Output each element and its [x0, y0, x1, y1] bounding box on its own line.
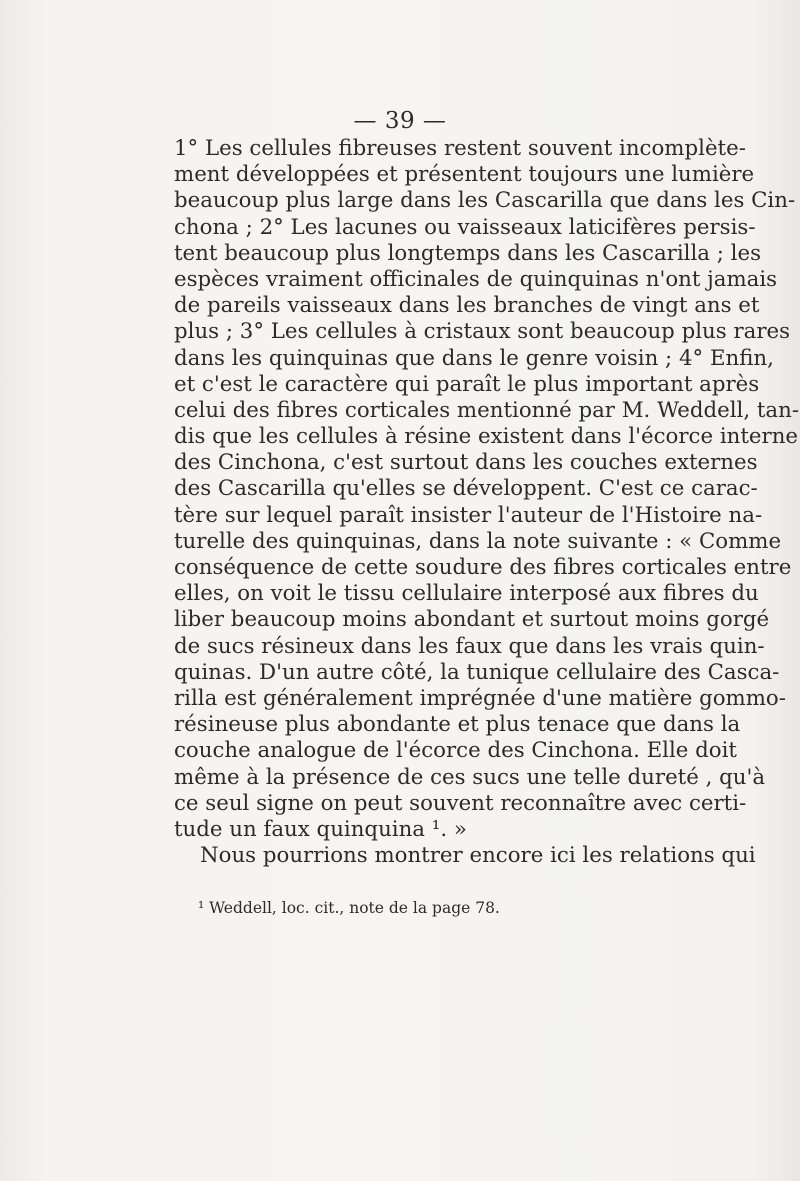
- text-line: celui des fibres corticales mentionné par M. Weddell, tan-: [174, 397, 800, 423]
- text-line: conséquence de cette soudure des fibres corticales entre: [174, 555, 792, 580]
- text-line: tère sur lequel paraît insister l'auteur de l'Histoire na-: [174, 502, 763, 528]
- text-line: dans les quinquinas que dans le genre voisin ; 4° Enfin,: [174, 345, 774, 371]
- text-line: 1° Les cellules fibreuses restent souvent incomplète-: [174, 136, 746, 161]
- text-line: même à la présence de ces sucs une telle dureté , qu'à: [174, 764, 766, 790]
- text-line: turelle des quinquinas, dans la note suivante : « Comme: [174, 528, 782, 554]
- text-line: des Cascarilla qu'elles se développent. C'est ce carac-: [174, 476, 758, 502]
- text-line: de sucs résineux dans les faux que dans les vrais quin-: [174, 633, 765, 659]
- text-line: liber beaucoup moins abondant et surtout moins gorgé: [174, 607, 770, 633]
- body-text: [174, 136, 800, 869]
- text-line: des Cinchona, c'est surtout dans les couches externes: [174, 450, 758, 476]
- text-line: ce seul signe on peut souvent reconnaître avec certi-: [174, 790, 747, 816]
- text-line: dis que les cellules à résine existent dans l'écorce interne: [174, 424, 799, 450]
- footnote: ¹ Weddell, loc. cit., note de la page 78.: [198, 899, 500, 917]
- page-number: — 39 —: [353, 108, 447, 134]
- text-line: ment développées et présentent toujours une lumière: [174, 162, 755, 188]
- text-line: plus ; 3° Les cellules à cristaux sont beaucoup plus rares: [174, 319, 791, 345]
- text-line: de pareils vaisseaux dans les branches de vingt ans et: [174, 293, 760, 319]
- text-line: couche analogue de l'écorce des Cinchona. Elle doit: [174, 738, 737, 764]
- text-line: espèces vraiment officinales de quinquinas n'ont jamais: [174, 266, 778, 292]
- text-line: résineuse plus abondante et plus tenace que dans la: [174, 712, 741, 738]
- text-line: rilla est généralement imprégnée d'une matière gommo-: [174, 685, 786, 711]
- text-line: tude un faux quinquina ¹. »: [174, 816, 467, 842]
- text-line: et c'est le caractère qui paraît le plus important après: [174, 371, 760, 397]
- text-line: Nous pourrions montrer encore ici les relations qui: [200, 843, 756, 869]
- text-line: chona ; 2° Les lacunes ou vaisseaux laticifères persis-: [174, 214, 756, 240]
- text-line: quinas. D'un autre côté, la tunique cellulaire des Casca-: [174, 659, 780, 685]
- text-line: beaucoup plus large dans les Cascarilla que dans les Cin-: [174, 188, 796, 214]
- text-line: elles, on voit le tissu cellulaire interposé aux fibres du: [174, 581, 759, 607]
- text-line: tent beaucoup plus longtemps dans les Cascarilla ; les: [174, 240, 762, 266]
